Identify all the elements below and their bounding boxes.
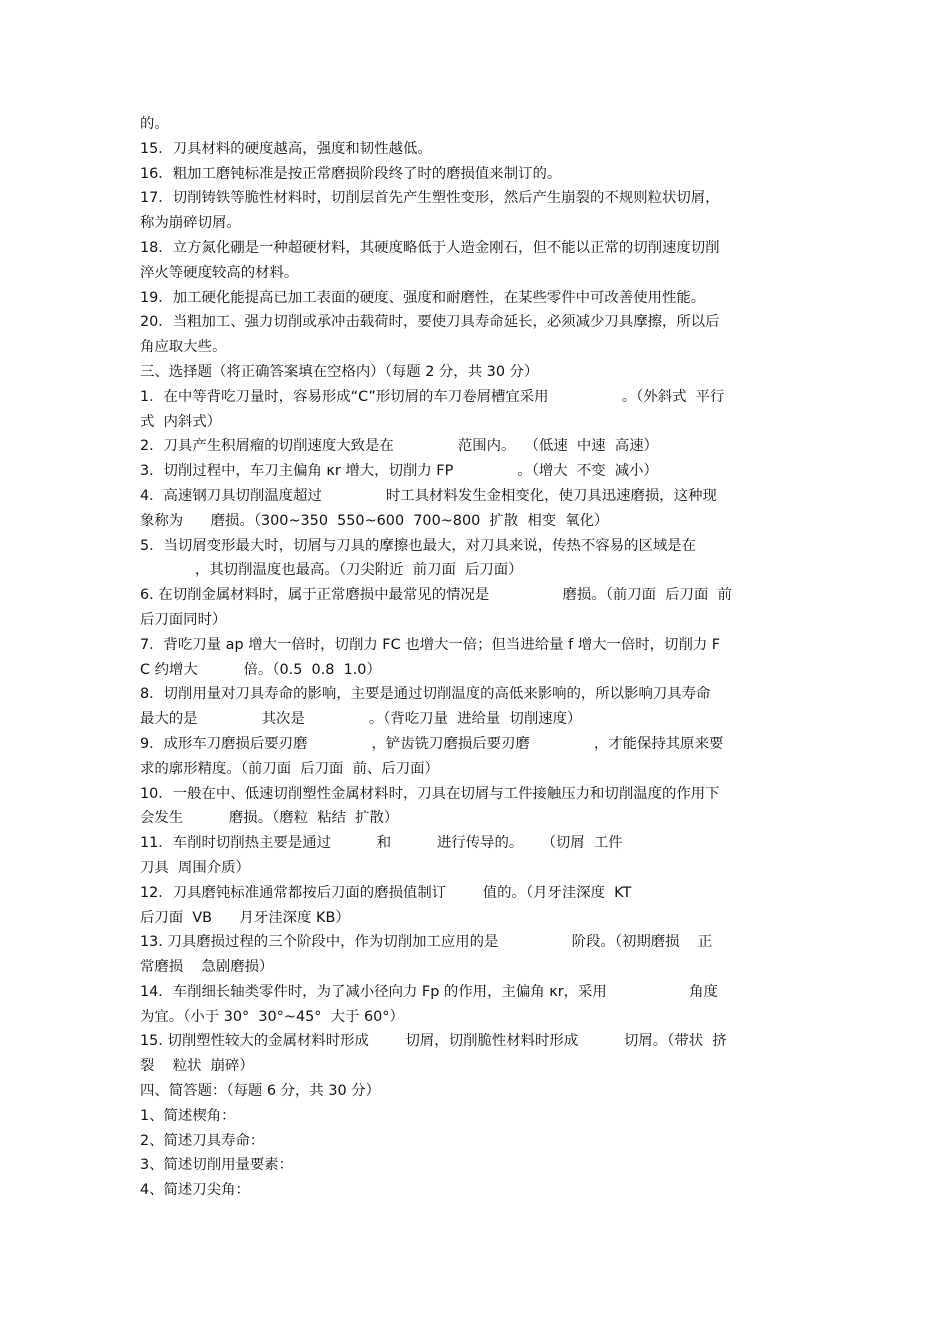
text-line: 8．切削用量对刀具寿命的影响，主要是通过切削温度的高低来影响的，所以影响刀具寿命 — [140, 686, 711, 703]
text-line: C 约增大 倍。（0.5 0.8 1.0） — [140, 661, 381, 678]
text-line: 1、简述楔角： — [140, 1107, 236, 1124]
text-line: 刀具 周围介质） — [140, 859, 250, 876]
text-line: 会发生 磨损。（磨粒 粘结 扩散） — [140, 810, 399, 827]
text-line: 常磨损 急剧磨损） — [140, 959, 274, 976]
text-line: 6. 在切削金属材料时，属于正常磨损中最常见的情况是 磨损。（前刀面 后刀面 前 — [140, 587, 732, 604]
text-line: 10．一般在中、低速切削塑性金属材料时，刀具在切屑与工件接触压力和切削温度的作用下 — [140, 785, 720, 802]
text-line: 12．刀具磨钝标准通常都按后刀面的磨损值制订 值的。（月牙洼深度 KT — [140, 884, 632, 901]
text-line: 淬火等硬度较高的材料。 — [140, 264, 299, 281]
text-line: 的。 — [140, 116, 169, 132]
text-line: 13. 刀具磨损过程的三个阶段中，作为切削加工应用的是 阶段。（初期磨损 正 — [140, 934, 713, 951]
text-line: 9．成形车刀磨损后要刃磨 ，铲齿铣刀磨损后要刃磨 ，才能保持其原来要 — [140, 735, 724, 752]
text-line: 4、简述刀尖角： — [140, 1182, 250, 1199]
text-line: 2．刀具产生积屑瘤的切削速度大致是在 范围内。 （低速 中速 高速） — [140, 438, 658, 455]
text-line: 5．当切屑变形最大时，切屑与刀具的摩擦也最大，对刀具来说，传热不容易的区域是在 — [140, 537, 697, 554]
text-line: 2、简述刀具寿命： — [140, 1132, 265, 1149]
text-line: 3、简述切削用量要素： — [140, 1157, 294, 1174]
text-line: 后刀面 VB 月牙洼深度 KB） — [140, 909, 350, 926]
section-heading: 四、简答题：（每题 6 分，共 30 分） — [140, 1083, 381, 1100]
text-line: 最大的是 其次是 。（背吃刀量 进给量 切削速度） — [140, 711, 582, 728]
text-line: 15. 切削塑性较大的金属材料时形成 切屑，切削脆性材料时形成 切屑。（带状 挤 — [140, 1033, 727, 1050]
text-line: ，其切削温度也最高。（刀尖附近 前刀面 后刀面） — [140, 562, 523, 579]
text-line: 17．切削铸铁等脆性材料时，切削层首先产生塑性变形，然后产生崩裂的不规则粒状切屑， — [140, 190, 720, 207]
section-heading: 三、选择题（将正确答案填在空格内）（每题 2 分，共 30 分） — [140, 363, 539, 380]
text-line: 7．背吃刀量 ap 增大一倍时，切削力 FC 也增大一倍；但当进给量 f 增大一倍时，切削力 F — [140, 636, 721, 653]
text-line: 19．加工硬化能提高已加工表面的硬度、强度和耐磨性，在某些零件中可改善使用性能。 — [140, 289, 706, 306]
document-page — [140, 112, 812, 1203]
text-line: 求的廓形精度。（前刀面 后刀面 前、后刀面） — [140, 760, 439, 777]
text-line: 4．高速钢刀具切削温度超过 时工具材料发生金相变化，使刀具迅速磨损，这种现 — [140, 487, 717, 504]
text-line: 象称为 磨损。（300~350 550~600 700~800 扩散 相变 氧化） — [140, 512, 609, 529]
text-line: 15．刀具材料的硬度越高，强度和韧性越低。 — [140, 140, 432, 157]
text-line: 11．车削时切削热主要是通过 和 进行传导的。 （切屑 工件 — [140, 835, 623, 852]
text-line: 式 内斜式） — [140, 413, 222, 430]
text-line: 角应取大些。 — [140, 339, 227, 356]
text-line: 裂 粒状 崩碎） — [140, 1058, 254, 1075]
text-line: 称为崩碎切屑。 — [140, 215, 241, 232]
text-line: 1．在中等背吃刀量时，容易形成“C”形切屑的车刀卷屑槽宜采用 。（外斜式 平行 — [140, 388, 725, 405]
text-line: 后刀面同时） — [140, 611, 227, 628]
text-line: 14．车削细长轴类零件时，为了减小径向力 Fp 的作用，主偏角 κr，采用 角度 — [140, 983, 718, 1000]
text-line: 为宜。（小于 30° 30°~45° 大于 60°） — [140, 1008, 404, 1025]
text-line: 16．粗加工磨钝标准是按正常磨损阶段终了时的磨损值来制订的。 — [140, 165, 562, 182]
text-line: 18．立方氮化硼是一种超硬材料，其硬度略低于人造金刚石，但不能以正常的切削速度切削 — [140, 239, 720, 256]
text-line: 20．当粗加工、强力切削或承冲击载荷时，要使刀具寿命延长，必须减少刀具摩擦，所以后 — [140, 314, 720, 331]
text-line: 3．切削过程中，车刀主偏角 κr 增大，切削力 FP 。（增大 不变 减小） — [140, 463, 658, 480]
